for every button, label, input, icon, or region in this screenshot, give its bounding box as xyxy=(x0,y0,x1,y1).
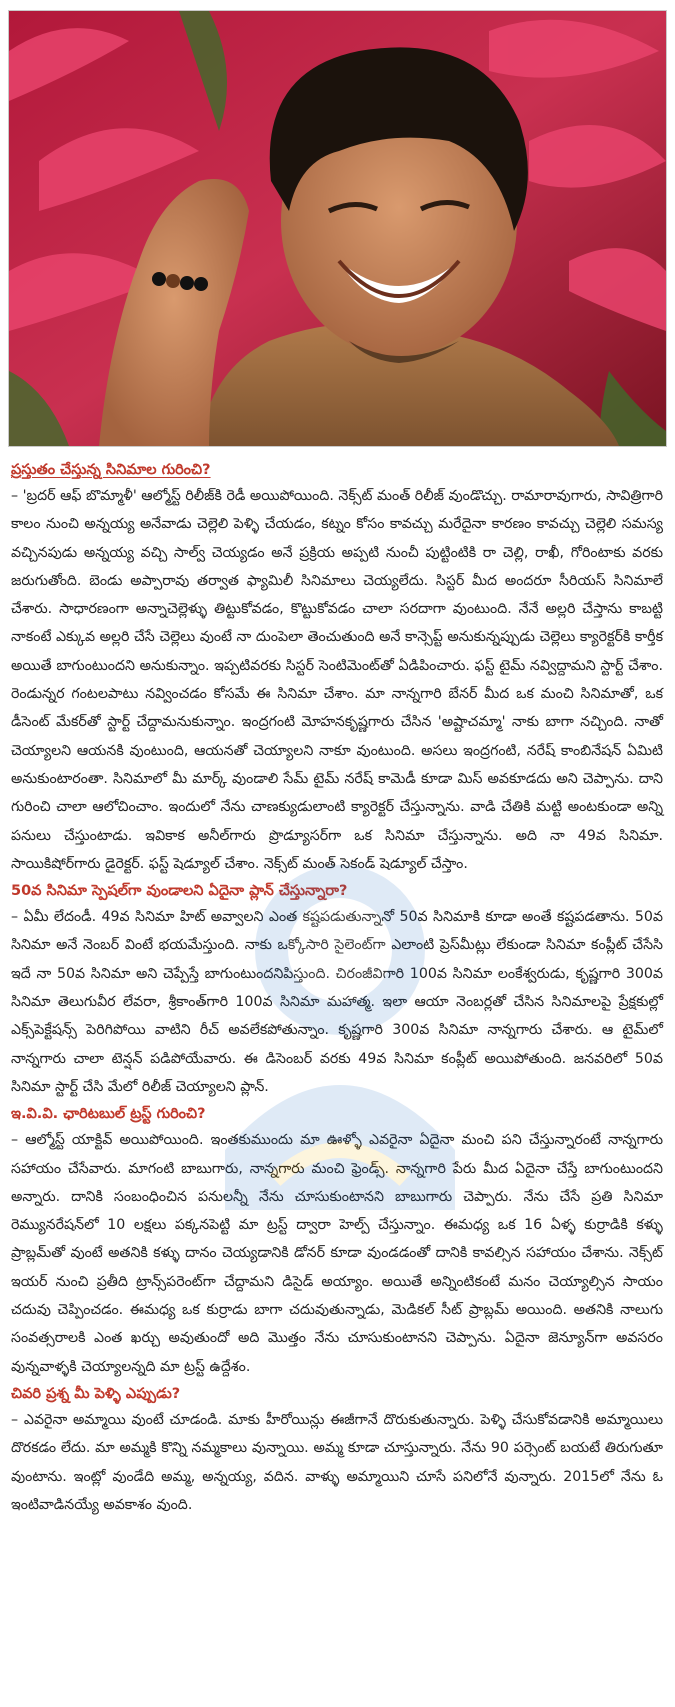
interview-article xyxy=(8,458,667,1519)
interview-section-1 xyxy=(11,458,663,878)
interview-section-3 xyxy=(11,1102,663,1381)
question-heading: ఇ.వి.వి. ఛారిటబుల్ ట్రస్ట్ గురించి? xyxy=(11,1106,206,1123)
answer-paragraph: – ఏమీ లేదండీ. 49వ సినిమా హిట్ అవ్వాలని ఎంత కష్టపడుతున్నానో 50వ సినిమాకి కూడా అంతే కష్టపడతాను. 50వ సినిమా అనే నెంబర్ వింటే భయమేస్తుంది. నాకు ఒక్కోసారి సైలెంట్‌గా ఎలాంటి ప్రెస్‌మీట్లు లేకుండా సినిమా కంప్లీట్ చేసేసి ఇదే నా 50వ సినిమా అని చెప్పేస్తే బాగుంటుందనిపిస్తుంది. చిరంజీవిగారి 100వ సినిమా లంకేశ్వరుడు, కృష్ణగారి 300వ సినిమా తెలుగువీర లేవరా, శ్రీకాంత్‌గారి 100వ సినిమా మహాత్మ. ఇలా ఆయా నెంబర్లతో చేసిన సినిమాలపై ప్రేక్షకుల్లో ఎక్స్‌పెక్టేషన్స్ పెరిగిపోయి వాటిని రీచ్ అవలేకపోతున్నాం. కృష్ణగారి 300వ సినిమా నాన్నగారు చేశారు. ఆ టైమ్‌లో నాన్నగారు చాలా టెన్షన్ పడిపోయేవారు. ఈ డిసెంబర్ వరకు 49వ సినిమా కంప్లీట్ అయిపోతుంది. జనవరిలో 50వ సినిమా స్టార్ట్ చేసి మేలో రిలీజ్ చెయ్యాలని ప్లాన్. xyxy=(11,909,663,1095)
question-heading: చివరి ప్రశ్న మీ పెళ్ళి ఎప్పుడు? xyxy=(11,1385,181,1402)
answer-paragraph: – ఎవరైనా అమ్మాయి వుంటే చూడండి. మాకు హీరోయిన్లు ఈజీగానే దొరుకుతున్నారు. పెళ్ళి చేసుకోవడానికి అమ్మాయిలు దొరకడం లేదు. మా అమ్మకి కొన్ని నమ్మకాలు వున్నాయి. అమ్మ కూడా చూస్తున్నారు. నేను 90 పర్సెంట్ బయటే తిరుగుతూ వుంటాను. ఇంట్లో వుండేది అమ్మ, అన్నయ్య, వదిన. వాళ్ళు అమ్మాయిని చూసే పనిలోనే వున్నారు. 2015లో నేను ఓ ఇంటివాడినయ్యే అవకాశం వుంది. xyxy=(11,1411,663,1513)
actor-photo xyxy=(8,10,667,447)
answer-paragraph: – ఆల్మోస్ట్ యాక్టివ్ అయిపోయింది. ఇంతకుముందు మా ఊళ్ళో ఎవరైనా ఏదైనా మంచి పని చేస్తున్నారంటే నాన్నగారు సహాయం చేసేవారు. మాగంటి బాబుగారు, నాన్నగారు మంచి ఫ్రెండ్స్. నాన్నగారి పేరు మీద ఏదైనా చేస్తే బాగుంటుందని అన్నారు. దానికి సంబంధించిన పనులన్నీ నేను చూసుకుంటానని బాబుగారు చెప్పారు. నేను చేసే ప్రతి సినిమా రెమ్యునరేషన్‌లో 10 లక్షలు పక్కనపెట్టి మా ట్రస్ట్ ద్వారా హెల్ప్ చేస్తున్నాం. ఈమధ్య ఒక 16 ఏళ్ళ కుర్రాడికి కళ్ళు ప్రాబ్లమ్‌తో వుంటే అతనికి కళ్ళు దానం చెయ్యడానికి డోనర్ కూడా వుండడంతో దానికి కావల్సిన సహాయం చేశాను. నెక్స్‌ట్ ఇయర్ నుంచి ప్రతీది ట్రాన్స్‌పరెంట్‌గా చేద్దామని డిసైడ్ అయ్యాం. అయితే అన్నింటికంటే మనం చెయ్యాల్సిన సాయం చదువు చెప్పించడం. ఈమధ్య ఒక కుర్రాడు బాగా చదువుతున్నాడు, మెడికల్ సీట్ ప్రాబ్లమ్ అయింది. అతనికి నాలుగు సంవత్సరాలకి ఎంత ఖర్చు అవుతుందో అది మొత్తం నేను చూసుకుంటానని చెప్పాను. ఏదైనా జెన్యూన్‌గా అవసరం వున్నవాళ్ళకి చెయ్యాలన్నది మా ట్రస్ట్ ఉద్దేశం. xyxy=(11,1132,663,1375)
interview-section-4 xyxy=(11,1382,663,1519)
question-heading: 50వ సినిమా స్పెషల్‌గా వుండాలని ఏదైనా ప్లాన్ చేస్తున్నారా? xyxy=(11,883,348,900)
interview-section-2 xyxy=(11,879,663,1101)
question-heading: ప్రస్తుతం చేస్తున్న సినిమాల గురించి? xyxy=(11,462,211,478)
actor-portrait-image xyxy=(9,11,666,446)
answer-paragraph: – 'బ్రదర్ ఆఫ్ బొమ్మాళీ' ఆల్మోస్ట్ రిలీజ్‌కి రెడీ అయిపోయింది. నెక్స్‌ట్ మంత్ రిలీజ్ వుండొచ్చు. రామారావుగారు, సావిత్రిగారి కాలం నుంచి అన్నయ్య అనేవాడు చెల్లెలి పెళ్ళి చేయడం, కట్నం కోసం కావచ్చు మరేదైనా కారణం కావచ్చు చెల్లెలి సమస్య వచ్చినపుడు అన్నయ్య వచ్చి సాల్వ్ చెయ్యడం అనే ప్రక్రియ అప్పటి నుంచీ పుట్టింటికి రా చెల్లి, రాఖీ, గోరింటాకు వరకు జరుగుతోంది. బెండు అప్పారావు తర్వాత ఫ్యామిలీ సినిమాలు చెయ్యలేదు. సిస్టర్ మీద అందరూ సీరియస్ సినిమాలే చేశారు. సాధారణంగా అన్నాచెల్లెళ్ళు తిట్టుకోవడం, కొట్టుకోవడం చాలా సరదాగా వుంటుంది. నేనే అల్లరి చేస్తాను కాబట్టి నాకంటే ఎక్కువ అల్లరి చేసే చెల్లెలు వుంటే నా దుంపెలా తెంచుతుంది అనే కాన్సెప్ట్ అనుకున్నప్పుడు చెల్లెలు క్యారెక్టర్‌కి కార్తీక అయితే బాగుంటుందని అనుకున్నాం. ఇప్పటివరకు సిస్టర్ సెంటిమెంట్‌తో ఏడిపించారు. ఫస్ట్ టైమ్ నవ్విద్దామని స్టార్ట్ చేశాం. రెండున్నర గంటలపాటు నవ్వించడం కోసమే ఈ సినిమా చేశాం. మా నాన్నగారి బేనర్ మీద ఒక మంచి సినిమాతో, ఒక డీసెంట్ మేకర్‌తో స్టార్ట్ చేద్దామనుకున్నాం. ఇంద్రగంటి మోహనకృష్ణగారు చేసిన 'అష్టాచమ్మా' నాకు బాగా నచ్చింది. నాతో చెయ్యాలని ఆయనకి వుంటుంది, ఆయనతో చెయ్యాలని నాకూ వుంటుంది. అసలు ఇంద్రగంటి, నరేష్ కాంబినేషన్ ఏమిటి అనుకుంటారంతా. సినిమాలో మీ మార్క్ వుండాలి సేమ్ టైమ్ నరేష్ కామెడీ కూడా మిస్ అవకూడదు అని చెప్పాను. దాని గురించి చాలా ఆలోచించాం. ఇందులో నేను చాణక్యుడులాంటి క్యారెక్టర్ చేస్తున్నాను. వాడి చేతికి మట్టి అంటకుండా అన్ని పనులు చేస్తుంటాడు. ఇవికాక అనీల్‌గారు ప్రొడ్యూసర్‌గా ఒక సినిమా చేస్తున్నాను. అది నా 49వ సినిమా. సాయికిషోర్‌గారు డైరెక్టర్. ఫస్ట్ షెడ్యూల్ చేశాం. నెక్స్‌ట్ మంత్ సెకండ్ షెడ్యూల్ చేస్తాం. xyxy=(11,488,663,872)
